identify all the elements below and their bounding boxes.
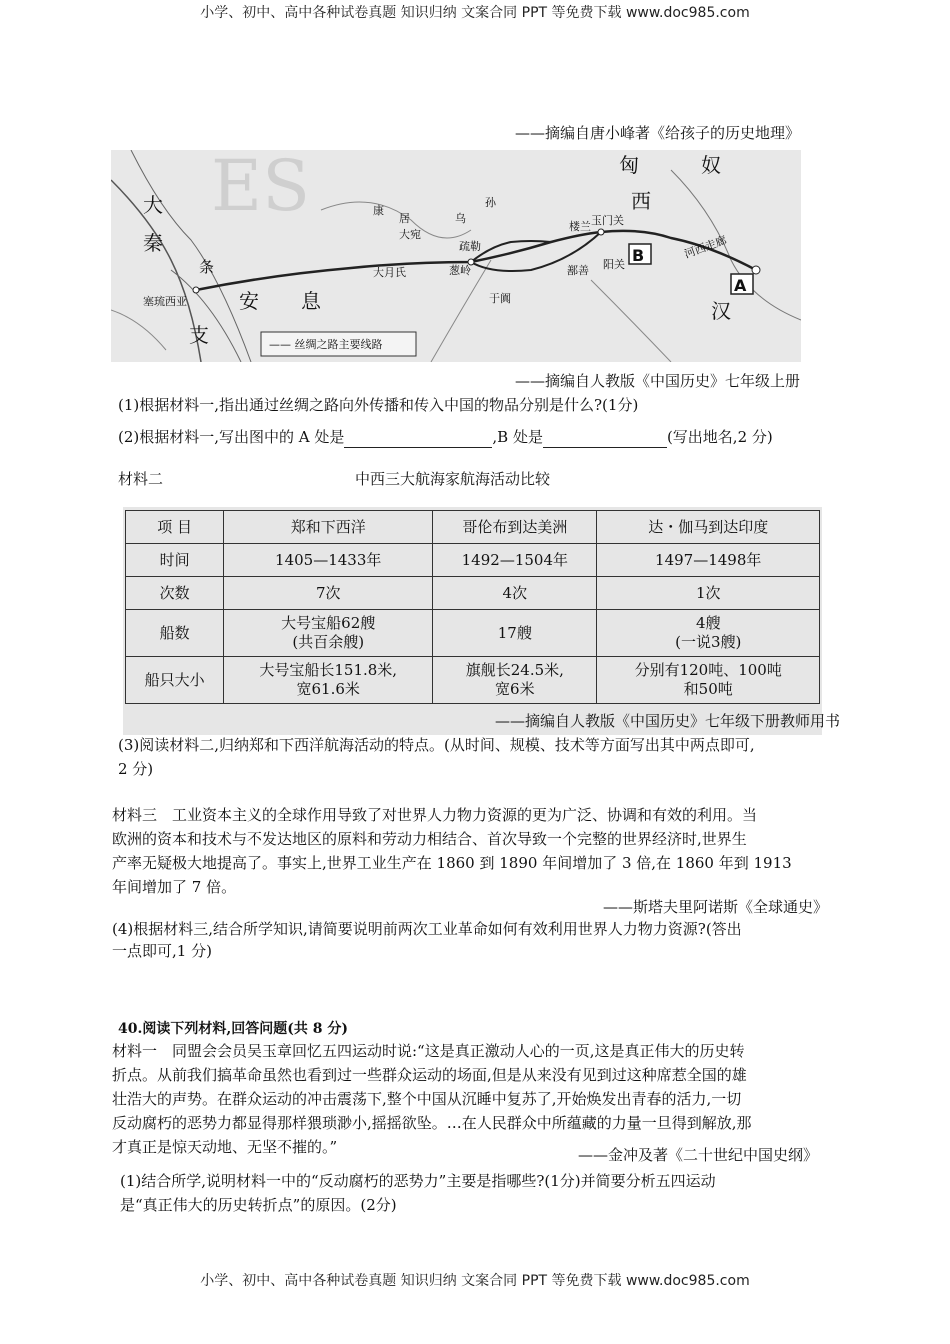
table-header: 达・伽马到达印度 [597,511,820,544]
page-header: 小学、初中、高中各种试卷真题 知识归纳 文案合同 PPT 等免费下载 www.doc985.com [200,5,750,21]
map-label-tiao: 条 [199,258,215,276]
page-footer: 小学、初中、高中各种试卷真题 知识归纳 文案合同 PPT 等免费下载 www.doc985.com [200,1273,750,1289]
map-watermark: ES [211,150,311,227]
map-label-loulan: 楼兰 [569,220,591,233]
material-3-line-4: 年间增加了 7 倍。 [112,878,237,896]
map-label-yumenguan: 玉门关 [591,214,624,227]
table-cell: 时间 [126,544,224,577]
map-label-kang: 康 [373,204,384,217]
voyage-comparison-table [125,510,820,704]
map-svg [111,150,801,362]
question-3-line-2: 2 分) [118,760,154,778]
question-4-line-2: 一点即可,1 分) [112,942,212,960]
question-2-pre: (2)根据材料一,写出图中的 A 处是 [118,428,345,446]
map-label-yangguan: 阳关 [603,258,625,271]
map-label-yutian: 于阗 [489,292,511,305]
city-dot [193,287,199,293]
map-label-seleucia: 塞琉西亚 [143,295,187,308]
silk-road-map [111,150,801,362]
table-row [126,657,820,704]
material-3-line-3: 产率无疑极大地提高了。事实上,世界工业生产在 1860 到 1890 年间增加了 3 倍,在 1860 年到 1913 [112,854,792,872]
question-2-mid: ,B 处是 [492,428,543,446]
table-cell: 7次 [224,577,433,610]
question-4-line-1: (4)根据材料三,结合所学知识,请简要说明前两次工业革命如何有效利用世界人力物力资源?(答出 [112,920,742,938]
map-label-nu: 奴 [701,153,721,177]
question-40-title: 40.阅读下列材料,回答问题(共 8 分) [118,1021,348,1037]
q40-material-1-line-2: 折点。从前我们搞革命虽然也看到过一些群众运动的场面,但是从来没有见到过这种席惹全国的雄 [112,1066,747,1084]
table-row [126,610,820,657]
city-dot [598,229,604,235]
table-cell: 1次 [597,577,820,610]
map-label-zhi: 支 [189,323,209,347]
table-cell: 船数 [126,610,224,657]
table-row [126,544,820,577]
map-label-shanshan: 鄯善 [567,264,589,277]
map-label-dayuezhi: 大月氏 [373,266,406,279]
map-label-da: 大 [143,193,163,217]
map-marker-b: B [632,246,645,265]
map-label-shule: 疏勒 [459,240,481,253]
table-cell: 4次 [433,577,597,610]
table-cell: 旗舰长24.5米, 宽6米 [433,657,597,704]
map-label-an: 安 [239,289,259,313]
q40-material-1-line-1: 材料一 同盟会会员吴玉章回忆五四运动时说:“这是真正激动人心的一页,这是真正伟大的历史转 [112,1042,745,1060]
map-label-dayuan: 大宛 [399,228,421,241]
map-label-wu: 乌 [455,212,466,225]
question-1: (1)根据材料一,指出通过丝绸之路向外传播和传入中国的物品分别是什么?(1分) [118,396,639,414]
q40-material-1-line-4: 反动腐朽的恶势力都显得那样猥琐渺小,摇摇欲坠。…在人民群众中所蕴藏的力量一旦得到解放,那 [112,1114,752,1132]
table-row [126,577,820,610]
map-label-xiong: 匈 [619,153,639,177]
answer-blank-b[interactable] [543,432,667,448]
table-header: 项 目 [126,511,224,544]
material-3-source: ——斯塔夫里阿诺斯《全球通史》 [602,898,828,916]
q40-material-1-line-3: 壮浩大的声势。在群众运动的冲击震荡下,整个中国从沉睡中复苏了,开始焕发出青春的活力,一切 [112,1090,742,1108]
q40-sub-question-1-line-2: 是“真正伟大的历史转折点”的原因。(2分) [120,1196,397,1214]
material-3-line-1: 材料三 工业资本主义的全球作用导致了对世界人力物力资源的更为广泛、协调和有效的利用。当 [112,806,758,824]
q40-source: ——金冲及著《二十世纪中国史纲》 [577,1146,818,1164]
question-2-post: (写出地名,2 分) [666,428,773,446]
table-cell: 船只大小 [126,657,224,704]
material-3-line-2: 欧洲的资本和技术与不发达地区的原料和劳动力相结合、首次导致一个完整的世界经济时,世界生 [112,830,747,848]
table-cell: 1497—1498年 [597,544,820,577]
material-2-source: ——摘编自人教版《中国历史》七年级下册教师用书 [494,712,840,730]
question-2 [118,426,773,448]
table-cell: 分别有120吨、100吨 和50吨 [597,657,820,704]
table-cell: 1405—1433年 [224,544,433,577]
map-label-sun: 孙 [485,196,496,209]
table-cell: 4艘 (一说3艘) [597,610,820,657]
table-cell: 大号宝船长151.8米, 宽61.6米 [224,657,433,704]
city-dot [752,266,760,274]
material-2-title: 中西三大航海家航海活动比较 [355,470,551,488]
map-legend: —— 丝绸之路主要线路 [269,338,383,351]
table-cell: 1492—1504年 [433,544,597,577]
question-3-line-1: (3)阅读材料二,归纳郑和下西洋航海活动的特点。(从时间、规模、技术等方面写出其中两点即可, [118,736,755,754]
material-2-label: 材料二 [118,470,164,488]
table-header: 郑和下西洋 [224,511,433,544]
answer-blank-a[interactable] [344,432,492,448]
map-label-hexi: 河西走廊 [682,233,729,261]
map-label-ju: 居 [399,212,410,225]
map-label-xi-region: 西 [631,189,651,213]
table-cell: 17艘 [433,610,597,657]
q40-sub-question-1-line-1: (1)结合所学,说明材料一中的“反动腐朽的恶势力”主要是指哪些?(1分)并简要分析五四运动 [120,1172,716,1190]
table-header: 哥伦布到达美洲 [433,511,597,544]
map-source: ——摘编自人教版《中国历史》七年级上册 [514,372,800,390]
map-marker-a: A [734,276,747,295]
map-label-qin: 秦 [143,231,163,255]
map-label-congling: 葱岭 [449,264,471,277]
map-label-xi: 息 [301,289,321,313]
map-label-han: 汉 [711,299,731,323]
table-header-row [126,511,820,544]
q40-material-1-line-5: 才真正是惊天动地、无坚不摧的。” [112,1138,338,1156]
table-cell: 大号宝船62艘 (共百余艘) [224,610,433,657]
table-cell: 次数 [126,577,224,610]
source-citation-1: ——摘编自唐小峰著《给孩子的历史地理》 [514,124,800,142]
